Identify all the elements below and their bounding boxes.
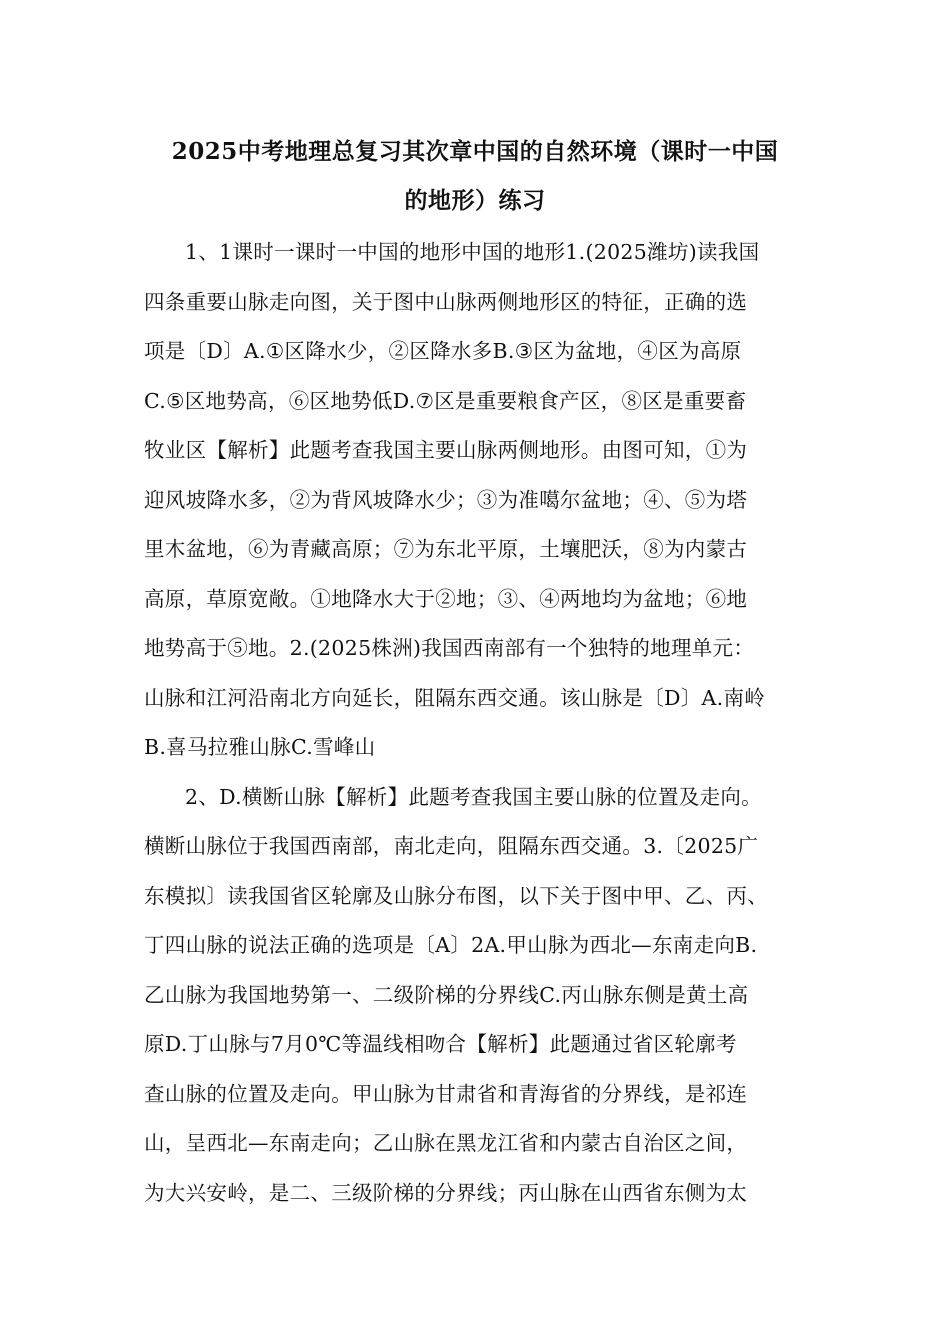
- text-line: 1、1课时一课时一中国的地形中国的地形1.(2025潍坊)读我国: [185, 240, 760, 264]
- text-line: 横断山脉位于我国西南部，南北走向，阻隔东西交通。3.〔2025广: [144, 834, 759, 858]
- text-line: 丁四山脉的说法正确的选项是〔A〕2A.甲山脉为西北—东南走向B.: [144, 933, 758, 957]
- text-line: 牧业区【解析】此题考查我国主要山脉两侧地形。由图可知，①为: [144, 438, 748, 462]
- document-title-line-2: 的地形）练习: [404, 187, 546, 214]
- text-line: 地势高于⑤地。2.(2025株洲)我国西南部有一个独特的地理单元：: [144, 636, 755, 660]
- text-line: 山脉和江河沿南北方向延长，阻隔东西交通。该山脉是〔D〕A.南岭: [144, 686, 766, 710]
- text-line: 2、D.横断山脉【解析】此题考查我国主要山脉的位置及走向。: [185, 785, 762, 809]
- text-line: 查山脉的位置及走向。甲山脉为甘肃省和青海省的分界线，是祁连: [144, 1082, 748, 1106]
- text-line: C.⑤区地势高，⑥区地势低D.⑦区是重要粮食产区，⑧区是重要畜: [144, 389, 747, 413]
- text-line: 山，呈西北—东南走向；乙山脉在黑龙江省和内蒙古自治区之间，: [144, 1131, 748, 1155]
- text-line: 东模拟〕读我国省区轮廓及山脉分布图，以下关于图中甲、乙、丙、: [144, 884, 768, 908]
- text-line: 项是〔D〕A.①区降水少，②区降水多B.③区为盆地，④区为高原: [144, 339, 742, 363]
- text-line: B.喜马拉雅山脉C.雪峰山: [144, 735, 376, 759]
- text-line: 四条重要山脉走向图，关于图中山脉两侧地形区的特征，正确的选: [144, 290, 748, 314]
- text-line: 里木盆地，⑥为青藏高原；⑦为东北平原，土壤肥沃，⑧为内蒙古: [144, 537, 748, 561]
- text-line: 乙山脉为我国地势第一、二级阶梯的分界线C.丙山脉东侧是黄土高: [144, 983, 749, 1007]
- document-title-line-1: 2025中考地理总复习其次章中国的自然环境（课时一中国: [171, 138, 779, 165]
- text-line: 高原，草原宽敞。①地降水大于②地；③、④两地均为盆地；⑥地: [144, 587, 748, 611]
- text-line: 原D.丁山脉与7月0℃等温线相吻合【解析】此题通过省区轮廓考: [144, 1032, 737, 1056]
- text-line: 为大兴安岭，是二、三级阶梯的分界线；丙山脉在山西省东侧为太: [144, 1181, 748, 1205]
- text-line: 迎风坡降水多，②为背风坡降水少；③为准噶尔盆地；④、⑤为塔: [144, 488, 748, 512]
